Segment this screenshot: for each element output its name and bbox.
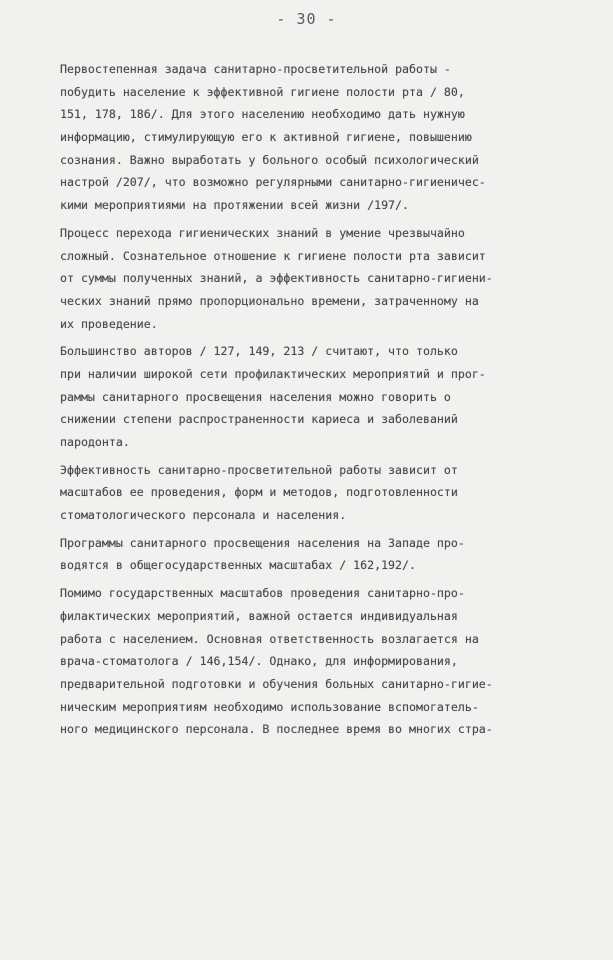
text-line: их проведение.: [60, 316, 158, 331]
text-line: Эффективность санитарно-просветительной работы зависит от: [60, 462, 458, 477]
text-line: пародонта.: [60, 435, 130, 449]
text-line: ного медицинского персонала. В последнее время во многих стра-: [60, 722, 493, 737]
text-line: информацию, стимулирующую его к активной гигиене, повышению: [60, 130, 472, 145]
text-line: настрой /207/, что возможно регулярными санитарно-гигиеничес-: [60, 175, 486, 190]
text-line: филактических мероприятий, важной остается индивидуальная: [60, 608, 458, 623]
page-number: - 30 -: [276, 10, 337, 28]
paragraph: [60, 532, 575, 577]
paragraph: [60, 222, 575, 335]
text-line: раммы санитарного просвещения населения можно говорить о: [60, 389, 451, 404]
text-line: Помимо государственных масштабов проведения санитарно-про-: [60, 586, 465, 601]
paragraph: [60, 582, 575, 741]
text-line: побудить население к эффективной гигиене полости рта / 80,: [60, 84, 465, 99]
text-line: ческих знаний прямо пропорционально времени, затраченному на: [60, 293, 479, 308]
text-line: врача-стоматолога / 146,154/. Однако, для информирования,: [60, 654, 458, 669]
text-line: снижении степени распространенности кариеса и заболеваний: [60, 412, 458, 427]
text-line: предварительной подготовки и обучения больных санитарно-гигие-: [60, 676, 493, 691]
text-line: при наличии широкой сети профилактических мероприятий и прог-: [60, 366, 486, 381]
text-line: работа с населением. Основная ответственность возлагается на: [60, 631, 479, 646]
text-line: от суммы полученных знаний, а эффективность санитарно-гигиени-: [60, 271, 493, 286]
text-line: Процесс перехода гигиенических знаний в умение чрезвычайно: [60, 225, 465, 240]
text-line: масштабов ее проведения, форм и методов, подготовленности: [60, 485, 458, 500]
text-line: Первостепенная задача санитарно-просветительной работы -: [60, 62, 451, 76]
text-line: стоматологического персонала и населения.: [60, 508, 347, 523]
text-line: ническим мероприятиям необходимо использование вспомогатель-: [60, 699, 479, 714]
paragraph: [60, 58, 575, 217]
text-line: кими мероприятиями на протяжении всей жизни /197/.: [60, 198, 410, 213]
text-line: Большинство авторов / 127, 149, 213 / считают, что только: [60, 344, 458, 359]
text-line: Программы санитарного просвещения населения на Западе про-: [60, 535, 465, 550]
text-line: сложный. Сознательное отношение к гигиене полости рта зависит: [60, 248, 486, 263]
text-line: водятся в общегосударственных масштабах / 162,192/.: [60, 558, 416, 573]
text-line: 151, 178, 186/. Для этого населению необходимо дать нужную: [60, 107, 465, 122]
text-line: сознания. Важно выработать у больного особый психологический: [60, 152, 479, 167]
body-text: [60, 58, 575, 746]
paragraph: [60, 459, 575, 527]
paragraph: [60, 340, 575, 453]
